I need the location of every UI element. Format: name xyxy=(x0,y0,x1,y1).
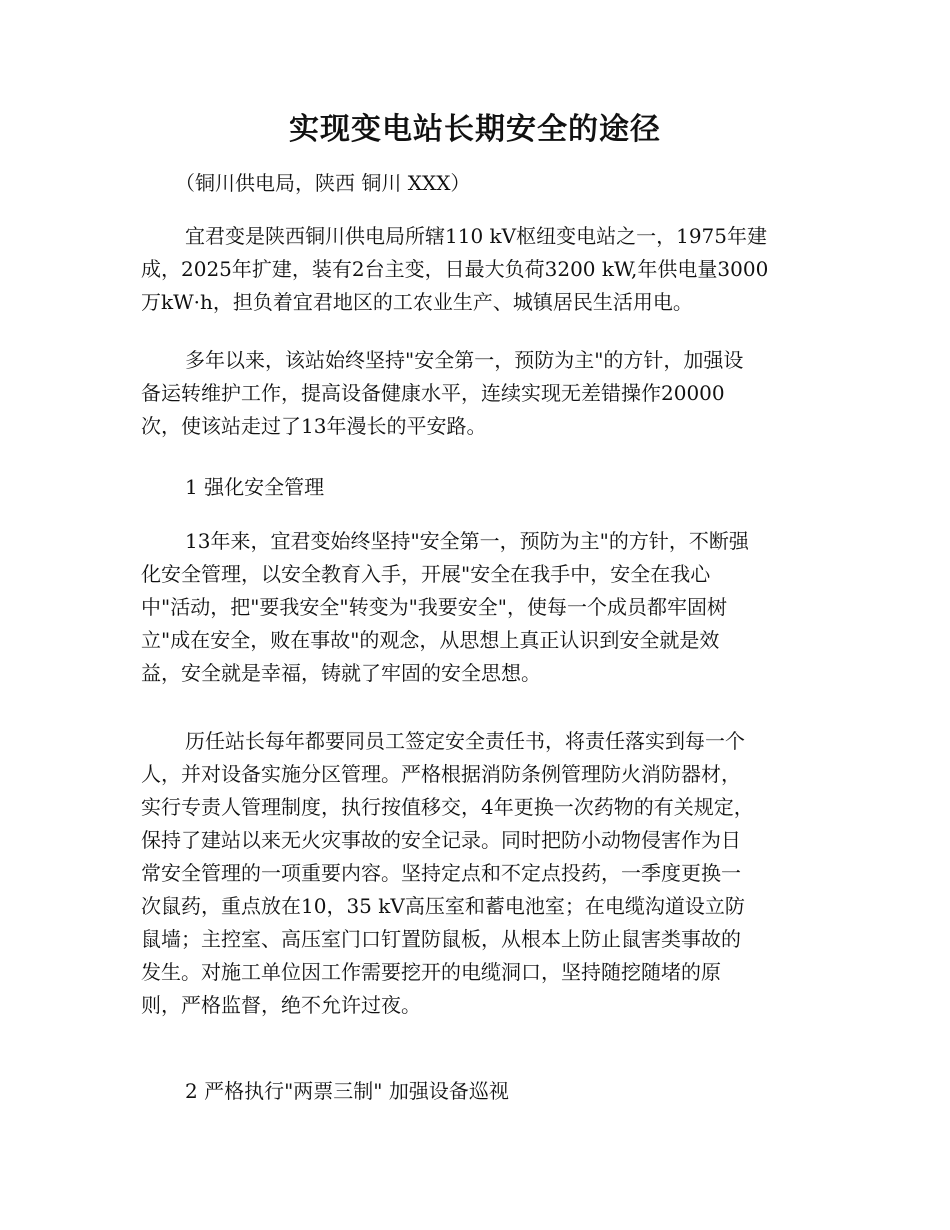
paragraph-line: 人，并对设备实施分区管理。严格根据消防条例管理防火消防器材， xyxy=(141,762,741,786)
section-heading-1: 1 强化安全管理 xyxy=(185,475,325,499)
paragraph-line: 益，安全就是幸福，铸就了牢固的安全思想。 xyxy=(141,661,541,685)
paragraph-line: 多年以来，该站始终坚持"安全第一，预防为主"的方针，加强设 xyxy=(185,348,744,372)
section-heading-2: 2 严格执行"两票三制" 加强设备巡视 xyxy=(185,1079,509,1103)
paragraph-responsibility xyxy=(141,725,809,1022)
paragraph-line: 宜君变是陕西铜川供电局所辖110 kV枢纽变电站之一，1975年建 xyxy=(185,224,767,248)
paragraph-line: 成，2025年扩建，装有2台主变，日最大负荷3200 kW,年供电量3000 xyxy=(141,257,769,281)
paragraph-intro xyxy=(141,220,809,319)
paragraph-line: 则，严格监督，绝不允许过夜。 xyxy=(141,993,421,1017)
paragraph-line: 次鼠药，重点放在10，35 kV高压室和蓄电池室；在电缆沟道设立防 xyxy=(141,894,745,918)
paragraph-line: 常安全管理的一项重要内容。坚持定点和不定点投药，一季度更换一 xyxy=(141,861,741,885)
paragraph-line: 万kW·h，担负着宜君地区的工农业生产、城镇居民生活用电。 xyxy=(141,290,693,314)
paragraph-line: 中"活动，把"要我安全"转变为"我要安全"，使每一个成员都牢固树 xyxy=(141,595,727,619)
paragraph-line: 实行专责人管理制度，执行按值移交，4年更换一次药物的有关规定， xyxy=(141,795,754,819)
paragraph-line: 立"成在安全，败在事故"的观念，从思想上真正认识到安全就是效 xyxy=(141,628,720,652)
paragraph-line: 化安全管理，以安全教育入手，开展"安全在我手中，安全在我心 xyxy=(141,562,711,586)
author-byline: （铜川供电局，陕西 铜川 XXX） xyxy=(175,171,471,195)
document-title: 实现变电站长期安全的途径 xyxy=(289,112,661,147)
paragraph-line: 保持了建站以来无火灾事故的安全记录。同时把防小动物侵害作为日 xyxy=(141,828,741,852)
paragraph-line: 次，使该站走过了13年漫长的平安路。 xyxy=(141,414,487,438)
paragraph-line: 13年来，宜君变始终坚持"安全第一，预防为主"的方针，不断强 xyxy=(185,529,749,553)
paragraph-line: 历任站长每年都要同员工签定安全责任书，将责任落实到每一个 xyxy=(185,729,745,753)
paragraph-policy xyxy=(141,344,809,443)
paragraph-safety-management xyxy=(141,525,809,690)
paragraph-line: 鼠墙；主控室、高压室门口钉置防鼠板，从根本上防止鼠害类事故的 xyxy=(141,927,741,951)
paragraph-line: 发生。对施工单位因工作需要挖开的电缆洞口，坚持随挖随堵的原 xyxy=(141,960,721,984)
paragraph-line: 备运转维护工作，提高设备健康水平，连续实现无差错操作20000 xyxy=(141,381,725,405)
